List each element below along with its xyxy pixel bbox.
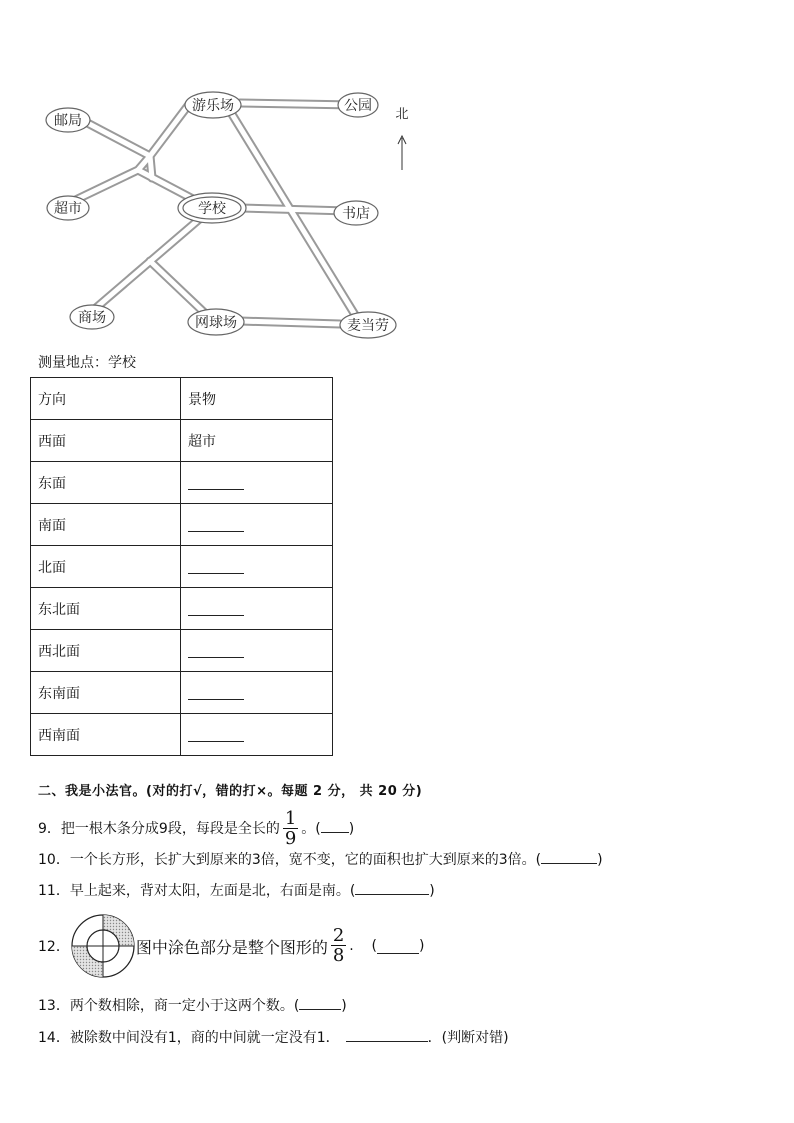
direction-cell: 东面 — [31, 462, 181, 504]
place-label: 网球场 — [195, 315, 237, 331]
paren-open: 。( — [301, 821, 321, 837]
place-mcdonalds — [340, 312, 396, 338]
answer-blank[interactable] — [188, 475, 244, 490]
numerator: 2 — [332, 925, 345, 946]
table-row — [31, 672, 333, 714]
question-text: 13．两个数相除，商一定小于这两个数。( — [38, 998, 300, 1014]
answer-blank[interactable] — [188, 559, 244, 574]
answer-blank[interactable] — [321, 818, 349, 833]
answer-blank[interactable] — [346, 1027, 428, 1042]
place-label: 公园 — [344, 98, 372, 114]
header-cell: 方向 — [31, 378, 181, 420]
answer-cell[interactable] — [181, 462, 333, 504]
direction-table — [30, 377, 333, 756]
direction-cell: 西南面 — [31, 714, 181, 756]
table-row — [31, 546, 333, 588]
question-14 — [38, 1027, 509, 1047]
header-cell: 景物 — [181, 378, 333, 420]
direction-cell: 东北面 — [31, 588, 181, 630]
direction-cell: 西面 — [31, 420, 181, 462]
question-text: 14．被除数中间没有1，商的中间就一定没有1． — [38, 1030, 340, 1046]
place-park — [338, 93, 378, 117]
place-label: 学校 — [198, 201, 226, 217]
question-text: 11．早上起来，背对太阳，左面是北，右面是南。( — [38, 883, 356, 899]
question-number: 12． — [38, 939, 70, 955]
answer-cell[interactable] — [181, 546, 333, 588]
shaded-circle-figure — [70, 913, 136, 979]
table-row — [31, 420, 333, 462]
answer-cell[interactable] — [181, 672, 333, 714]
table-caption: 测量地点：学校 — [38, 355, 136, 371]
direction-cell: 南面 — [31, 504, 181, 546]
place-label: 商场 — [78, 310, 106, 326]
place-supermarket — [47, 196, 89, 220]
direction-cell: 东南面 — [31, 672, 181, 714]
question-9 — [38, 810, 354, 848]
answer-blank[interactable] — [541, 849, 597, 864]
paren-close: ) — [597, 852, 603, 868]
place-mall — [70, 305, 114, 329]
place-amusement-park — [185, 92, 241, 118]
place-bookstore — [334, 201, 378, 225]
paren-close: ) — [429, 883, 435, 899]
answer-cell: 超市 — [181, 420, 333, 462]
paren-close: ) — [348, 821, 355, 837]
answer-blank[interactable] — [188, 727, 244, 742]
table-row — [31, 588, 333, 630]
north-arrow-icon — [395, 107, 408, 170]
answer-cell[interactable] — [181, 630, 333, 672]
question-suffix: ．(判断对错) — [427, 1030, 509, 1046]
answer-blank[interactable] — [377, 939, 419, 954]
answer-blank[interactable] — [355, 880, 429, 895]
denominator: 9 — [284, 828, 297, 849]
paren-close: ) — [341, 998, 347, 1014]
question-text: 9．把一根木条分成9段，每段是全长的 — [38, 821, 280, 837]
place-label: 邮局 — [54, 113, 82, 129]
location-map — [30, 78, 410, 343]
north-label: 北 — [395, 107, 409, 122]
direction-cell: 北面 — [31, 546, 181, 588]
question-text: 图中涂色部分是整个图形的 — [135, 937, 328, 957]
question-12 — [38, 913, 424, 979]
answer-cell[interactable] — [181, 504, 333, 546]
direction-cell: 西北面 — [31, 630, 181, 672]
answer-blank[interactable] — [299, 995, 341, 1010]
answer-blank[interactable] — [188, 517, 244, 532]
denominator: 8 — [332, 945, 345, 966]
place-label: 超市 — [54, 201, 82, 217]
answer-blank[interactable] — [188, 643, 244, 658]
paren-close: ) — [419, 938, 425, 954]
answer-blank[interactable] — [188, 601, 244, 616]
numerator: 1 — [284, 808, 297, 829]
place-school — [178, 193, 246, 223]
table-row — [31, 630, 333, 672]
table-row — [31, 462, 333, 504]
paren-open: . ( — [349, 938, 378, 954]
place-label: 书店 — [342, 206, 370, 222]
answer-cell[interactable] — [181, 714, 333, 756]
section-title: 二、我是小法官。(对的打√，错的打×。每题 2 分， 共 20 分) — [38, 784, 423, 799]
table-row — [31, 504, 333, 546]
fraction — [331, 927, 346, 965]
place-label: 麦当劳 — [347, 318, 389, 334]
answer-cell[interactable] — [181, 588, 333, 630]
question-13 — [38, 995, 347, 1015]
question-10 — [38, 849, 603, 869]
place-post-office — [46, 108, 90, 132]
question-11 — [38, 880, 435, 900]
place-label: 游乐场 — [192, 98, 234, 114]
answer-blank[interactable] — [188, 685, 244, 700]
table-row — [31, 714, 333, 756]
fraction — [283, 810, 298, 848]
question-text: 10．一个长方形，长扩大到原来的3倍，宽不变，它的面积也扩大到原来的3倍。( — [38, 852, 542, 868]
table-header-row — [31, 378, 333, 420]
place-tennis-court — [188, 309, 244, 335]
